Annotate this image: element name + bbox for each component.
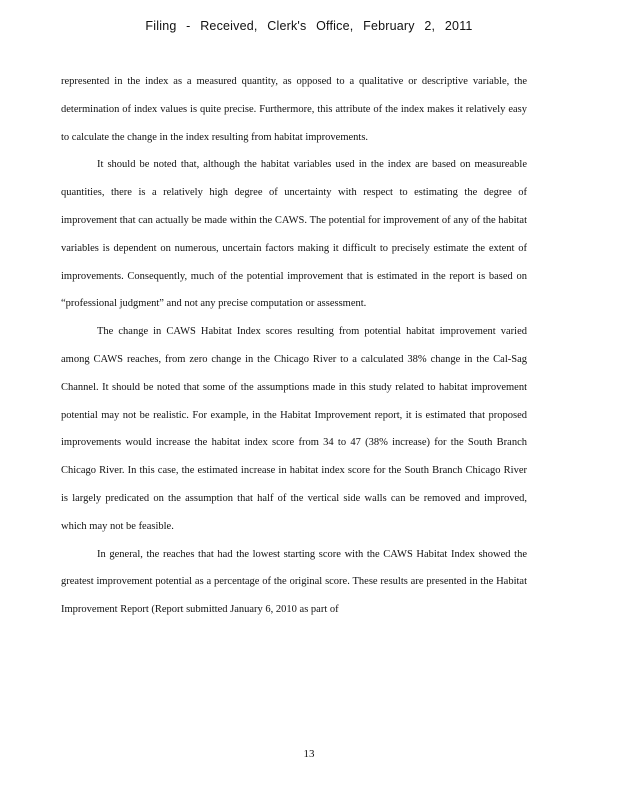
filing-header: Filing - Received, Clerk's Office, February 2, 2011 xyxy=(145,19,473,33)
paragraph-continuation: represented in the index as a measured quantity, as opposed to a qualitative or descriptive variable, the determination of index values is quite precise. Furthermore, this attribute of the index makes it relatively easy to calculate the change in the index resulting from habitat improvements. xyxy=(61,76,527,143)
paragraph-lowest-reaches: In general, the reaches that had the lowest starting score with the CAWS Habitat Index showed the greatest improvement potential as a percentage of the original score. These results are presented in the Habitat Improvement Report (Report submitted January 6, 2010 as part of xyxy=(61,548,527,616)
paragraph-uncertainty: It should be noted that, although the habitat variables used in the index are based on measureable quantities, there is a relatively high degree of uncertainty with respect to estimating the degree of improvement that can actually be made within the CAWS. The potential for improvement of any of the habitat variables is dependent on numerous, uncertain factors making it difficult to precisely estimate the extent of improvements. Consequently, much of the potential improvement that is estimated in the report is based on “professional judgment” and not any precise computation or assessment. xyxy=(61,159,527,310)
page-number: 13 xyxy=(303,748,315,760)
paragraph-index-change: The change in CAWS Habitat Index scores resulting from potential habitat improvement varied among CAWS reaches, from zero change in the Chicago River to a calculated 38% change in the Cal-Sag Channel. It should be noted that some of the assumptions made in this study related to habitat improvement potential may not be realistic. For example, in the Habitat Improvement report, it is estimated that proposed improvements would increase the habitat index score from 34 to 47 (38% increase) for the South Branch Chicago River. In this case, the estimated increase in habitat index score for the South Branch Chicago River is largely predicated on the assumption that half of the vertical side walls can be removed and improved, which may not be feasible. xyxy=(61,326,527,532)
document-body xyxy=(61,68,527,624)
